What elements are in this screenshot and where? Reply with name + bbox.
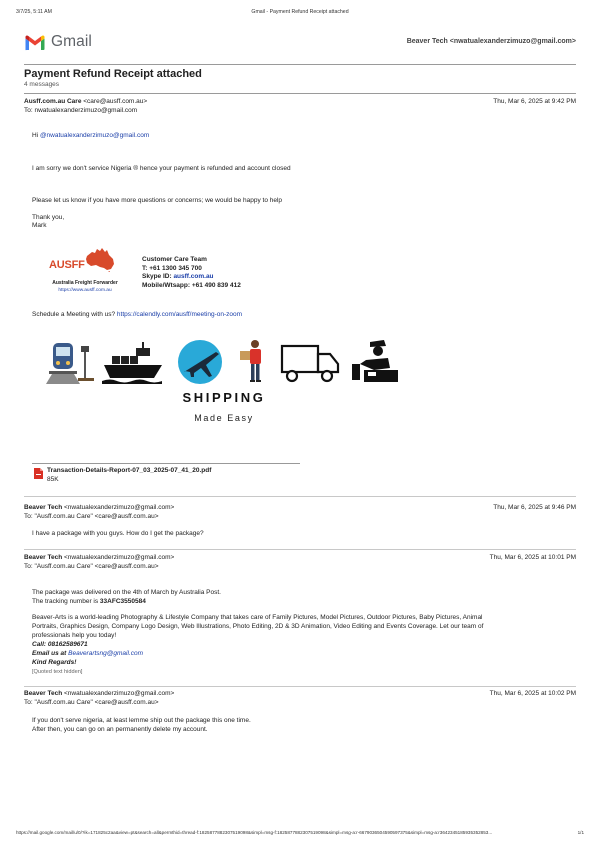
attachment-size: 85K xyxy=(47,476,59,483)
recipient: To: "Ausff.com.au Care" <care@ausff.com.au> xyxy=(24,513,159,520)
tracking-number: 33AFC3550584 xyxy=(99,598,146,605)
team-skype xyxy=(142,273,241,282)
attachment-divider xyxy=(32,463,300,464)
cargo-ship-icon xyxy=(102,338,164,386)
body-line: Please let us know if you have more questions or concerns; we would be happy to help xyxy=(32,197,283,204)
ausff-logo xyxy=(44,246,124,298)
call-line: Call: 08162589671 xyxy=(32,641,88,648)
message-time: Thu, Mar 6, 2025 at 10:02 PM xyxy=(489,690,576,697)
email-line xyxy=(32,650,143,658)
tracking-line xyxy=(32,598,146,606)
attachment-name[interactable]: Transaction-Details-Report-07_03_2025-07_41_20.pdf xyxy=(47,467,212,474)
team-title: Customer Care Team xyxy=(142,256,207,263)
page-number: 1/1 xyxy=(577,830,584,835)
account-label: Beaver Tech <nwatualexanderzimuzo@gmail.com> xyxy=(406,38,576,45)
sender-name: Ausff.com.au Care xyxy=(24,98,82,105)
message-header-2[interactable] xyxy=(24,504,576,520)
pdf-file-icon xyxy=(34,468,43,479)
email-label: Email us at xyxy=(32,650,69,657)
gmail-wordmark: Gmail xyxy=(51,33,92,50)
schedule-text: Schedule a Meeting with us? xyxy=(32,311,117,318)
message-header-4[interactable] xyxy=(24,690,576,706)
sender-name: Beaver Tech xyxy=(24,504,63,511)
train-icon xyxy=(44,338,106,386)
team-mobile: Mobile/Wtsapp: +61 490 839 412 xyxy=(142,281,241,289)
body-line: If you don't serve nigeria, at least lemme ship out the package this one time. xyxy=(32,717,251,724)
sender-name: Beaver Tech xyxy=(24,554,63,561)
thanks-line: Thank you, xyxy=(32,214,65,221)
message-count: 4 messages xyxy=(24,81,60,88)
customs-officer-icon xyxy=(344,338,406,386)
gmail-m-icon xyxy=(24,34,46,51)
body-line: professionals help you today! xyxy=(32,632,117,639)
greeting xyxy=(32,132,149,140)
australia-map-icon xyxy=(84,246,116,272)
quoted-text-toggle[interactable]: [Quoted text hidden] xyxy=(32,669,83,675)
print-header xyxy=(16,9,584,19)
print-footer xyxy=(16,830,584,838)
print-title: Gmail - Payment Refund Receipt attached xyxy=(251,9,349,15)
message-time: Thu, Mar 6, 2025 at 9:42 PM xyxy=(493,98,576,105)
contact-block xyxy=(142,256,241,290)
schedule-link[interactable]: https://calendly.com/ausff/meeting-on-zoom xyxy=(116,311,243,318)
recipient: To: "Ausff.com.au Care" <care@ausff.com.au> xyxy=(24,699,159,706)
greeting-text: Hi xyxy=(32,132,40,139)
delivery-truck-icon xyxy=(280,338,342,386)
recipient: To: nwatualexanderzimuzo@gmail.com xyxy=(24,107,138,114)
sender-address: <care@ausff.com.au> xyxy=(83,98,148,105)
sender-name: Beaver Tech xyxy=(24,690,63,697)
skype-link[interactable]: ausff.com.au xyxy=(173,273,214,281)
message-divider xyxy=(24,549,576,550)
page-url: https://mail.google.com/mail/u/0/?ik=171825c2aa&view=pt&search=all&permthid=thread-f:1825877882307519098&simpl=msg-f:1825877882307519098&simpl=msg-a:r-6679036504590597375&simpl=msg-a:r3642345185935352853... xyxy=(16,830,493,835)
body-line: The package was delivered on the 4th of March by Australia Post. xyxy=(32,589,221,596)
message-header-3[interactable] xyxy=(24,554,576,570)
message-divider xyxy=(24,686,576,687)
body-line: I have a package with you guys. How do I get the package? xyxy=(32,530,204,537)
message-header-1[interactable] xyxy=(24,98,576,114)
delivery-person-icon xyxy=(224,338,286,386)
message-time: Thu, Mar 6, 2025 at 9:46 PM xyxy=(493,504,576,511)
body-line: I am sorry we don't service Nigeria ® hence your payment is refunded and account closed xyxy=(32,165,291,172)
team-phone: T: +61 1300 345 700 xyxy=(142,264,202,272)
sender-address: <nwatualexanderzimuzo@gmail.com> xyxy=(64,554,175,561)
sender-address: <nwatualexanderzimuzo@gmail.com> xyxy=(64,690,175,697)
greeting-link[interactable]: @nwatualexanderzimuzo@gmail.com xyxy=(39,132,150,139)
ausff-url[interactable]: https://www.ausff.com.au xyxy=(58,288,112,293)
header-divider xyxy=(24,64,576,65)
body-line: Portraits, Graphics Design, Company Logo Design, Web Illustrations, Photo Editing, 2D & 3D Animation, Video Editing and Events Coverage. Let our team of xyxy=(32,623,484,630)
message-divider xyxy=(24,496,576,497)
regards-line: Kind Regards! xyxy=(32,659,77,666)
ausff-wordmark: AUSFF xyxy=(49,259,85,271)
thread-divider xyxy=(24,93,576,94)
message-time: Thu, Mar 6, 2025 at 10:01 PM xyxy=(489,554,576,561)
gmail-logo[interactable] xyxy=(24,32,92,52)
print-date: 3/7/25, 5:11 AM xyxy=(16,9,52,15)
thread-title: Payment Refund Receipt attached xyxy=(24,68,202,80)
recipient: To: "Ausff.com.au Care" <care@ausff.com.au> xyxy=(24,563,159,570)
email-link[interactable]: Beaverartsng@gmail.com xyxy=(68,650,144,657)
banner-title: SHIPPING xyxy=(182,390,266,405)
ausff-subtitle: Australia Freight Forwarder xyxy=(52,280,118,286)
signer-name: Mark xyxy=(32,222,47,229)
body-line: Beaver-Arts is a world-leading Photography & Lifestyle Company that takes care of Family Pictures, Model Pictures, Outdoor Pictures, Baby Pictures, Animal xyxy=(32,614,483,621)
sender-address: <nwatualexanderzimuzo@gmail.com> xyxy=(64,504,175,511)
skype-label: Skype ID: xyxy=(142,273,174,281)
schedule-line xyxy=(32,311,242,319)
banner-subtitle: Made Easy xyxy=(194,413,254,423)
tracking-prefix: The tracking number is xyxy=(32,598,100,605)
body-line: After then, you can go on an permanently delete my account. xyxy=(32,726,208,733)
